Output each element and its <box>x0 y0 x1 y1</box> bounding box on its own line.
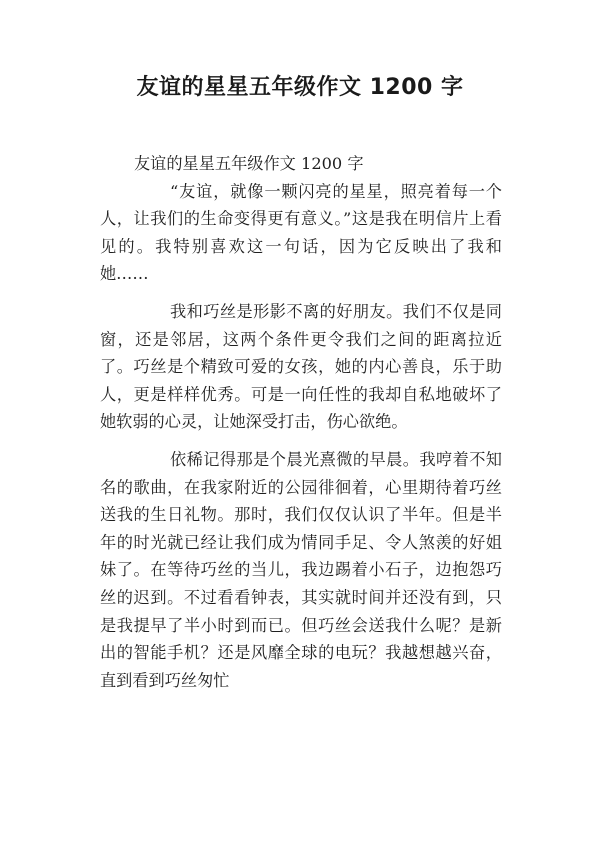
paragraph-1: “友谊，就像一颗闪亮的星星，照亮着每一个人，让我们的生命变得更有意义。”这是我在明信片上看见的。我特别喜欢这一句话，因为它反映出了我和她…… <box>100 181 502 284</box>
document-body <box>100 150 502 704</box>
document-subtitle: 友谊的星星五年级作文 1200 字 <box>134 154 364 173</box>
paragraph-2: 我和巧丝是形影不离的好朋友。我们不仅是同窗，还是邻居，这两个条件更令我们之间的距离拉近了。巧丝是个精致可爱的女孩，她的内心善良，乐于助人，更是样样优秀。可是一向任性的我却自私地破坏了她软弱的心灵，让她深受打击，伤心欲绝。 <box>100 301 502 432</box>
document-title: 友谊的星星五年级作文 1200 字 <box>136 75 464 100</box>
paragraph-3: 依稀记得那是个晨光熹微的早晨。我哼着不知名的歌曲，在我家附近的公园徘徊着，心里期待着巧丝送我的生日礼物。那时，我们仅仅认识了半年。但是半年的时光就已经让我们成为情同手足、令人煞羡的好姐妹了。在等待巧丝的当儿，我边踢着小石子，边抱怨巧丝的迟到。不过看看钟表，其实就时间并还没有到，只是我提早了半小时到而已。但巧丝会送我什么呢？是新出的智能手机？还是风靡全球的电玩？我越想越兴奋，直到看到巧丝匆忙 <box>100 449 502 690</box>
